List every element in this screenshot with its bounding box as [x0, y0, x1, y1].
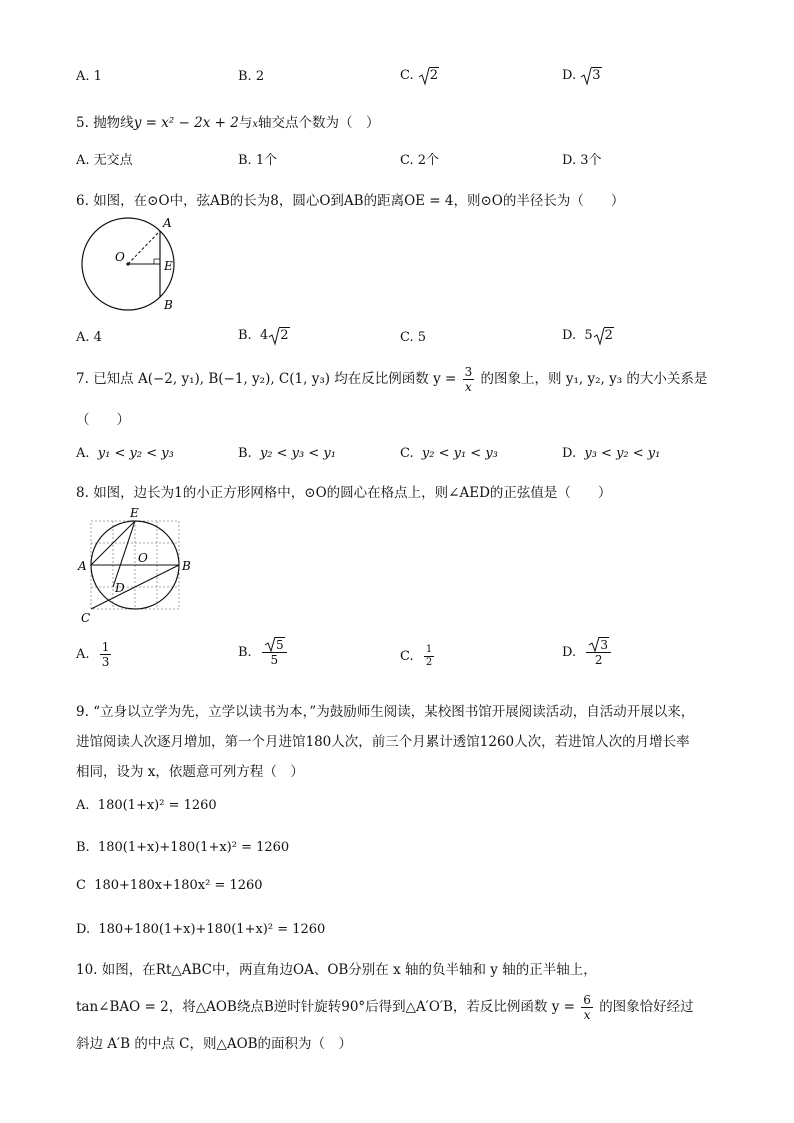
fraction-3-over-x: $\frac{3}{x}$	[464, 365, 473, 394]
sqrt-symbol: 2	[418, 68, 439, 83]
label-a: A	[163, 216, 172, 230]
question-10-line-2: tan∠BAO = 2，将△AOB绕点B逆时针旋转90°后得到△A′O′B，若反比例函数 y = $\frac{6}{x}$ 的图象恰好经过	[76, 993, 694, 1022]
label-c: C	[81, 611, 91, 625]
q8-option-b[interactable]: B. $\frac{5}{5}$	[238, 638, 289, 667]
q4-option-b[interactable]: B. 2	[238, 69, 265, 84]
q6-option-d[interactable]: D. 5 2	[562, 328, 613, 343]
q5-option-b[interactable]: B. 1个	[238, 153, 278, 168]
question-9-line-1: 9. “立身以立学为先，立学以读书为本，”为鼓励师生阅读，某校图书馆开展阅读活动，自活动开展以来，	[76, 704, 695, 720]
question-6-stem: 6. 如图，在⊙O中，弦AB的长为8，圆心O到AB的距离OE = 4，则⊙O的半径长为（ ）	[76, 193, 625, 209]
label-d: D	[115, 581, 125, 595]
q4-option-a[interactable]: A. 1	[76, 69, 102, 84]
q5-option-d[interactable]: D. 3个	[562, 153, 602, 168]
q4-option-d[interactable]: D. 3	[562, 68, 601, 83]
q9-option-a[interactable]: A. 180(1+x)² = 1260	[76, 798, 217, 813]
question-7-paren: （ ）	[76, 412, 130, 428]
question-9-line-2: 进馆阅读人次逐月增加，第一个月进馆180人次，前三个月累计透馆1260人次，若进馆人次的月增长率	[76, 734, 690, 750]
label-e: E	[164, 259, 173, 273]
q5-option-a[interactable]: A. 无交点	[76, 153, 133, 168]
sqrt-symbol: 3	[588, 638, 609, 652]
center-point	[126, 262, 129, 265]
sqrt-symbol: 5	[264, 638, 285, 652]
question-7-stem: 7. 已知点 A(−2, y₁), B(−1, y₂), C(1, y₃) 均在反比例函数 y = $\frac{3}{x}$ 的图象上，则 y₁, y₂, y₃ 的大小关系是	[76, 365, 708, 394]
q9-option-c[interactable]: C 180+180x+180x² = 1260	[76, 878, 263, 893]
question-5-stem: 5. 抛物线y = x² − 2x + 2与x轴交点个数为（ ）	[76, 115, 380, 131]
q6-circle-figure	[70, 210, 190, 320]
q7-option-a[interactable]: A. y₁ < y₂ < y₃	[76, 446, 174, 461]
q8-option-a[interactable]: A. $\frac{1}{3}$	[76, 640, 110, 669]
q7-option-d[interactable]: D. y₃ < y₂ < y₁	[562, 446, 661, 461]
segment-ed	[113, 521, 135, 587]
label-o: O	[138, 551, 148, 565]
q9-option-d[interactable]: D. 180+180(1+x)+180(1+x)² = 1260	[76, 922, 326, 937]
q9-option-b[interactable]: B. 180(1+x)+180(1+x)² = 1260	[76, 840, 290, 855]
sqrt-symbol: 2	[593, 328, 614, 343]
question-8-stem: 8. 如图，边长为1的小正方形网格中，⊙O的圆心在格点上，则∠AED的正弦值是（ ）	[76, 485, 612, 501]
sqrt-symbol: 3	[580, 68, 601, 83]
label-b: B	[164, 298, 173, 312]
q8-option-c[interactable]: C. $\frac{1}{2}$	[400, 644, 433, 668]
q8-grid-circle-figure	[76, 504, 196, 628]
q8-option-d[interactable]: D. $\frac{3}{2}$	[562, 638, 613, 667]
q6-option-b[interactable]: B. 4 2	[238, 328, 289, 343]
sqrt-symbol: 2	[268, 328, 289, 343]
question-9-line-3: 相同，设为 x，依题意可列方程（ ）	[76, 764, 304, 780]
label-o: O	[115, 250, 125, 264]
q6-option-c[interactable]: C. 5	[400, 330, 427, 345]
fraction-6-over-x: $\frac{6}{x}$	[583, 993, 591, 1022]
question-10-line-1: 10. 如图，在Rt△ABC中，两直角边OA、OB分别在 x 轴的负半轴和 y 轴的正半轴上，	[76, 962, 597, 978]
q7-option-b[interactable]: B. y₂ < y₃ < y₁	[238, 446, 336, 461]
q6-option-a[interactable]: A. 4	[76, 330, 102, 345]
label-a: A	[78, 559, 87, 573]
question-10-line-3: 斜边 A′B 的中点 C，则△AOB的面积为（ ）	[76, 1036, 353, 1052]
q7-option-c[interactable]: C. y₂ < y₁ < y₃	[400, 446, 498, 461]
q5-option-c[interactable]: C. 2个	[400, 153, 440, 168]
label-b: B	[182, 559, 191, 573]
label-e: E	[130, 506, 139, 520]
right-angle-mark	[154, 259, 160, 264]
q4-option-c[interactable]: C. 2	[400, 68, 439, 83]
